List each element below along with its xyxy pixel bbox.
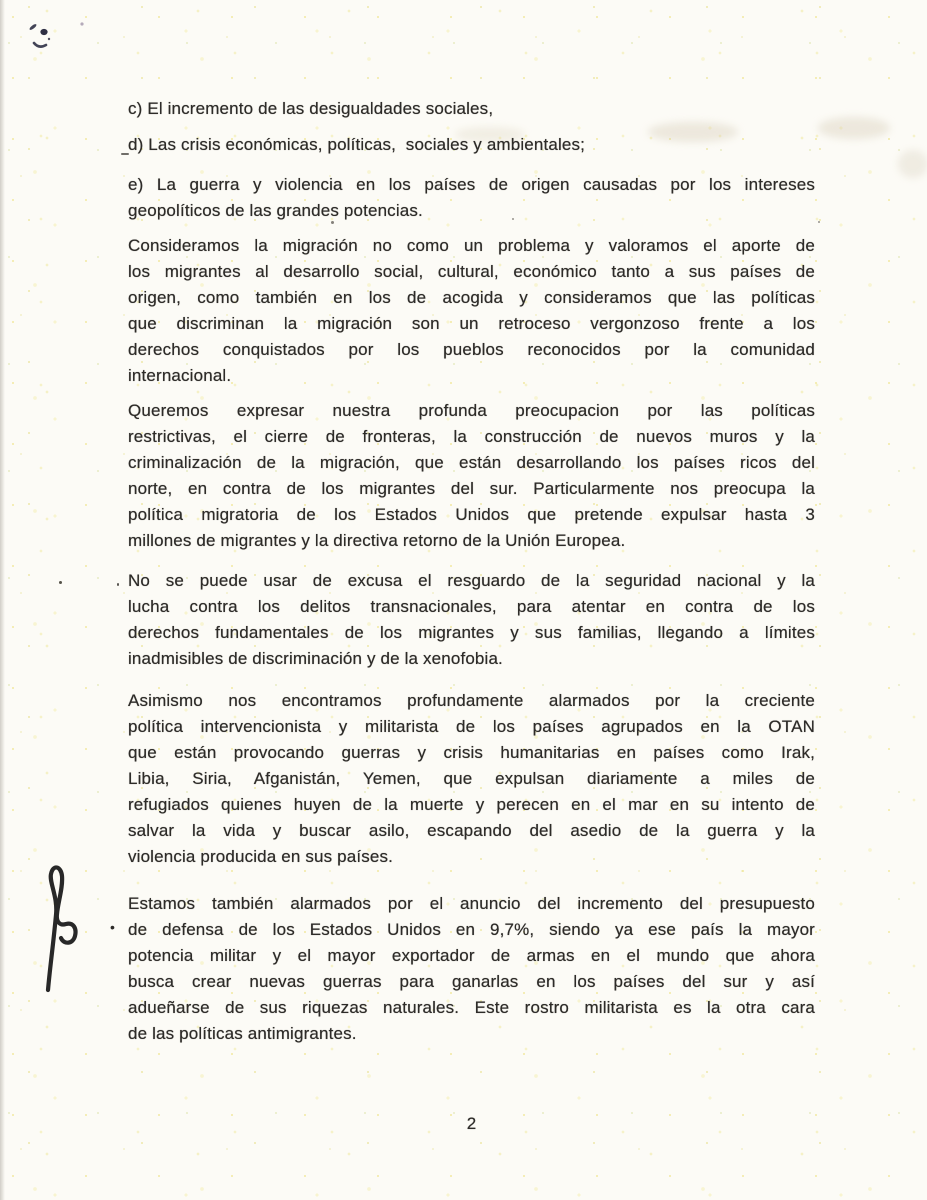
text-line: Asimismo nos encontramos profundamente alarmados por la creciente [128, 691, 815, 710]
ink-blot-marks [22, 16, 92, 61]
handwritten-mark [30, 852, 90, 1017]
text-line: refugiados quienes huyen de la muerte y perecen en el mar en su intento de [128, 795, 815, 814]
text-line: restrictivas, el cierre de fronteras, la construcción de nuevos muros y la [128, 427, 815, 446]
text-line: criminalización de la migración, que están desarrollando los países ricos del [128, 453, 815, 472]
stray-dot [818, 221, 820, 223]
list-item-e [128, 172, 815, 224]
paragraph-no-se-puede [128, 568, 815, 672]
text-line: inadmisibles de discriminación y de la xenofobia. [128, 649, 503, 668]
text-line: Queremos expresar nuestra profunda preocupacion por las políticas [128, 401, 815, 420]
scan-smudge [818, 117, 890, 139]
text-line: adueñarse de sus riquezas naturales. Este rostro militarista es la otra cara [128, 998, 815, 1017]
text-line: lucha contra los delitos transnacionales, para atentar en contra de los [128, 597, 815, 616]
paragraph-asimismo [128, 688, 815, 870]
list-item-d [128, 132, 815, 158]
paragraph-estamos [128, 891, 815, 1047]
text-line: derechos conquistados por los pueblos reconocidos por la comunidad [128, 340, 815, 359]
text-line: violencia producida en sus países. [128, 847, 393, 866]
text-line: c) El incremento de las desigualdades sociales, [128, 99, 494, 118]
text-line: de defensa de los Estados Unidos en 9,7%, siendo ya ese país la mayor [128, 920, 815, 939]
text-line: d) Las crisis económicas, políticas, sociales y ambientales; [128, 135, 586, 154]
text-line: los migrantes al desarrollo social, cultural, económico tanto a sus países de [128, 262, 815, 281]
text-line: Estamos también alarmados por el anuncio del incremento del presupuesto [128, 894, 815, 913]
text-line: que están provocando guerras y crisis humanitarias en países como Irak, [128, 743, 815, 762]
scan-smudge [898, 150, 927, 178]
stray-dot [117, 583, 119, 586]
text-line: potencia militar y el mayor exportador de armas en el mundo que ahora [128, 946, 815, 965]
text-line: derechos fundamentales de los migrantes y sus familias, llegando a límites [128, 623, 815, 642]
text-line: Libia, Siria, Afganistán, Yemen, que expulsan diariamente a miles de [128, 769, 815, 788]
stray-dot [59, 581, 62, 584]
text-line: de las políticas antimigrantes. [128, 1024, 357, 1043]
document-text [128, 0, 815, 1200]
text-line: que discriminan la migración son un retroceso vergonzoso frente a los [128, 314, 815, 333]
text-line: busca crear nuevas guerras para ganarlas en los países del sur y así [128, 972, 815, 991]
text-line: salvar la vida y buscar asilo, escapando del asedio de la guerra y la [128, 821, 815, 840]
text-line: geopolíticos de las grandes potencias. [128, 201, 423, 220]
text-line: millones de migrantes y la directiva retorno de la Unión Europea. [128, 531, 626, 550]
page-number: 2 [466, 1114, 477, 1133]
list-item-c [128, 96, 815, 122]
paragraph-consideramos [128, 233, 815, 389]
paragraph-queremos [128, 398, 815, 554]
text-line: norte, en contra de los migrantes del sur. Particularmente nos preocupa la [128, 479, 815, 498]
margin-bullet: • [110, 919, 115, 935]
text-line: internacional. [128, 366, 232, 385]
scan-edge-shadow [0, 0, 5, 1200]
text-line: origen, como también en los de acogida y consideramos que las políticas [128, 288, 815, 307]
text-line: No se puede usar de excusa el resguardo de la seguridad nacional y la [128, 571, 815, 590]
text-line: política migratoria de los Estados Unidos que pretende expulsar hasta 3 [128, 505, 815, 524]
text-line: política intervencionista y militarista de los países agrupados en la OTAN [128, 717, 815, 736]
text-line: e) La guerra y violencia en los países de origen causadas por los intereses [128, 175, 815, 194]
text-line: Consideramos la migración no como un problema y valoramos el aporte de [128, 236, 815, 255]
